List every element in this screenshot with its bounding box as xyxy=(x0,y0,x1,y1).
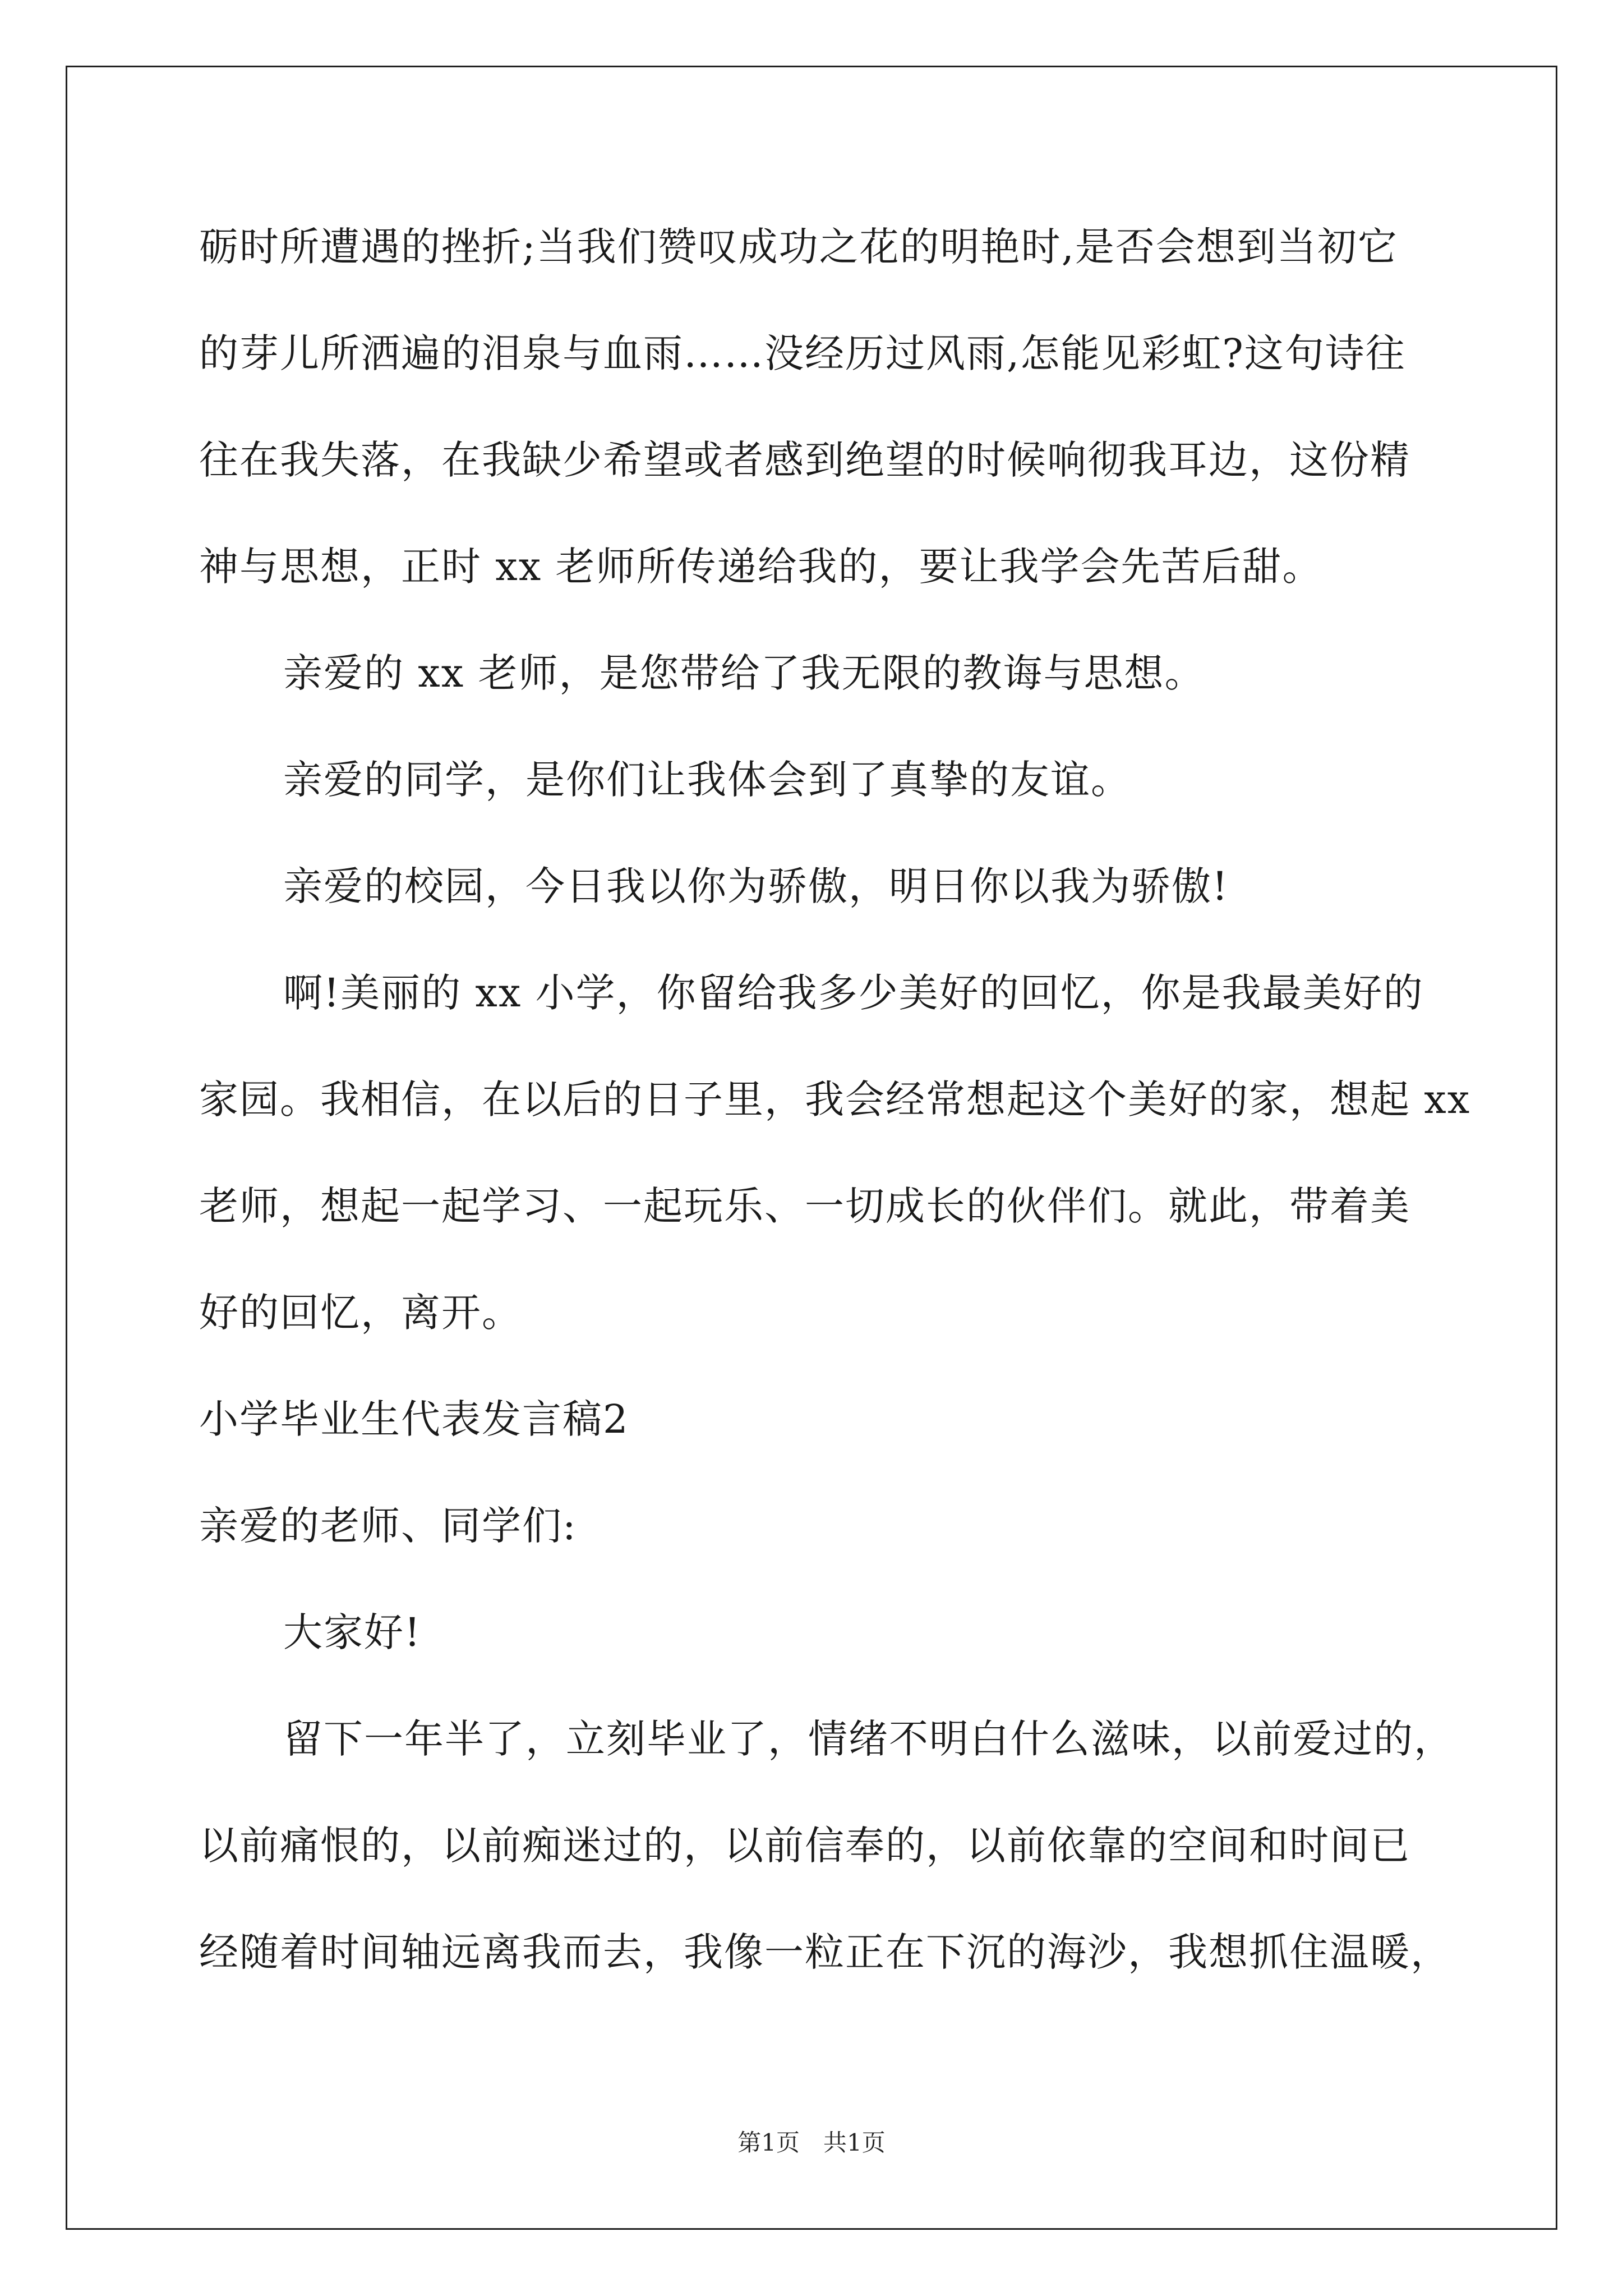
text-line: 亲爱的同学，是你们让我体会到了真挚的友谊。 xyxy=(283,757,1131,803)
text-line: 砺时所遭遇的挫折;当我们赞叹成功之花的明艳时,是否会想到当初它 xyxy=(199,224,1398,270)
text-line: 啊!美丽的 xx 小学，你留给我多少美好的回忆，你是我最美好的 xyxy=(283,970,1424,1016)
text-line: 往在我失落，在我缺少希望或者感到绝望的时候响彻我耳边，这份精 xyxy=(199,437,1410,483)
text-line: 的芽儿所洒遍的泪泉与血雨……没经历过风雨,怎能见彩虹?这句诗往 xyxy=(199,330,1406,376)
text-line: 亲爱的 xx 老师，是您带给了我无限的教诲与思想。 xyxy=(283,650,1205,696)
page-footer: 第1页 共1页 xyxy=(737,2129,886,2156)
page-border xyxy=(66,66,1557,2230)
greeting: 大家好! xyxy=(283,1609,422,1655)
section-heading: 小学毕业生代表发言稿2 xyxy=(199,1396,629,1442)
text-line: 老师，想起一起学习、一起玩乐、一切成长的伙伴们。就此，带着美 xyxy=(199,1183,1410,1229)
text-line: 好的回忆，离开。 xyxy=(199,1290,522,1336)
text-line: 经随着时间轴远离我而去，我像一粒正在下沉的海沙，我想抓住温暖， xyxy=(199,1929,1451,1975)
text-line: 亲爱的校园，今日我以你为骄傲，明日你以我为骄傲! xyxy=(283,863,1229,909)
text-line: 留下一年半了，立刻毕业了，情绪不明白什么滋味，以前爱过的， xyxy=(283,1716,1454,1762)
text-line: 神与思想，正时 xx 老师所传递给我的，要让我学会先苦后甜。 xyxy=(199,544,1323,590)
text-line: 家园。我相信，在以后的日子里，我会经常想起这个美好的家，想起 xx xyxy=(199,1076,1471,1122)
salutation: 亲爱的老师、同学们: xyxy=(199,1503,577,1549)
text-line: 以前痛恨的，以前痴迷过的，以前信奉的，以前依靠的空间和时间已 xyxy=(199,1823,1410,1869)
